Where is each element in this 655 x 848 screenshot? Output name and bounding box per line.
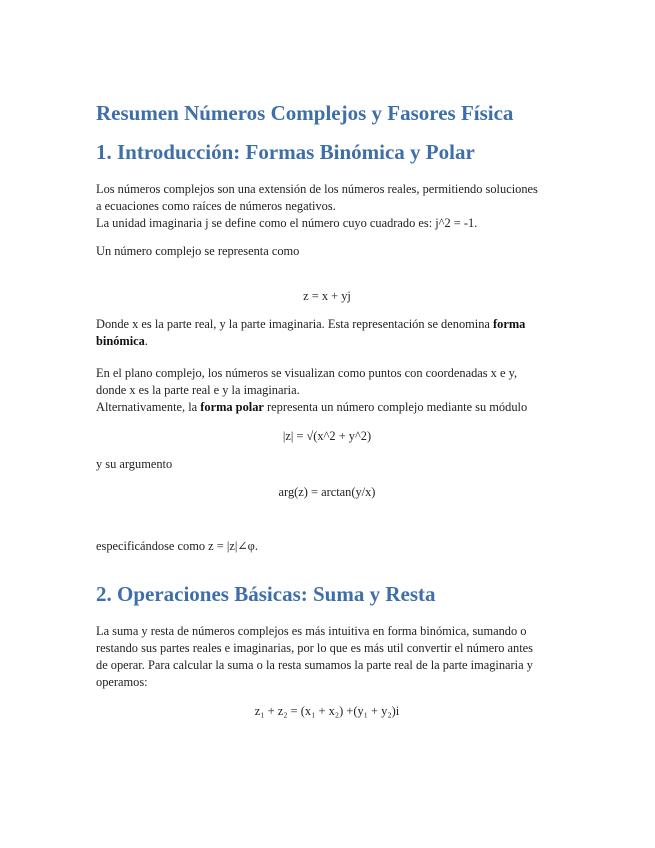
paragraph-line: Los números complejos son una extensión de los números reales, permitiendo soluciones [96, 182, 538, 196]
paragraph-line: a ecuaciones como raíces de números negativos. [96, 199, 336, 213]
paragraph-line: donde x es la parte real e y la imaginaria. [96, 383, 300, 397]
paragraph-text: Alternativamente, la [96, 400, 201, 414]
equation-modulus: |z| = √(x^2 + y^2) [282, 429, 372, 443]
bold-term: forma [493, 317, 526, 331]
section-1-paragraph-1 [96, 181, 558, 232]
paragraph-text: representa un número complejo mediante su módulo [263, 400, 528, 414]
equation-sum: z₁ + z₂ = (x₁ + x₂) +(y₁ + y₂)i [254, 704, 400, 718]
section-1-paragraph-3 [96, 316, 558, 350]
paragraph-line: operamos: [96, 675, 148, 689]
paragraph-line: La unidad imaginaria j se define como el número cuyo cuadrado es: j^2 = -1. [96, 216, 478, 230]
section-2-heading: 2. Operaciones Básicas: Suma y Resta [96, 582, 436, 606]
section-1-paragraph-4 [96, 365, 558, 416]
paragraph-text: Donde x es la parte real, y la parte imaginaria. Esta representación se denomina [96, 317, 494, 331]
paragraph-line: restando sus partes reales e imaginarias, por lo que es más util convertir el número antes [96, 641, 533, 655]
section-1-heading: 1. Introducción: Formas Binómica y Polar [96, 140, 475, 164]
section-1-paragraph-6: especificándose como z = |z|∠φ. [96, 539, 258, 553]
section-1-paragraph-5: y su argumento [96, 457, 173, 471]
paragraph-line: de operar. Para calcular la suma o la resta sumamos la parte real de la parte imaginaria y [96, 658, 533, 672]
paragraph-text: . [144, 334, 148, 348]
bold-term: binómica [96, 334, 145, 348]
bold-term: forma polar [200, 400, 264, 414]
equation-argument: arg(z) = arctan(y/x) [278, 485, 376, 499]
section-1-paragraph-2: Un número complejo se representa como [96, 244, 300, 258]
paragraph-line: En el plano complejo, los números se visualizan como puntos con coordenadas x e y, [96, 366, 518, 380]
section-2-paragraph-1 [96, 623, 558, 691]
document-title: Resumen Números Complejos y Fasores Física [96, 101, 514, 125]
paragraph-line: La suma y resta de números complejos es más intuitiva en forma binómica, sumando o [96, 624, 527, 638]
equation-binomial-form: z = x + yj [303, 289, 351, 303]
